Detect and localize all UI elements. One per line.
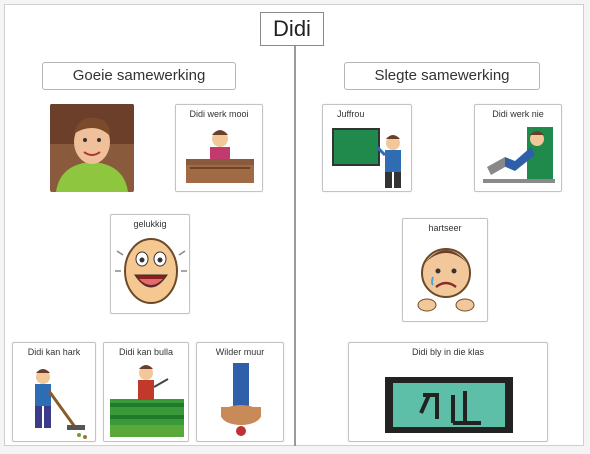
page-title: Didi [260,12,324,46]
center-divider [294,46,296,446]
card-label: Didi werk nie [492,109,544,119]
teacher-at-board-icon [323,105,413,193]
raking-icon [13,343,97,443]
heading-bad-cooperation: Slegte samewerking [344,62,540,90]
child-at-desk-icon [176,105,264,193]
card-hartseer[interactable] [402,218,488,322]
hand-stamp-icon [197,343,285,443]
card-didi-werk-nie[interactable] [474,104,562,192]
sad-face-icon [403,219,489,323]
card-didi-kan-hark[interactable] [12,342,96,442]
card-wilder-muur[interactable] [196,342,284,442]
classroom-icon [349,343,549,443]
card-didi-kan-bulla[interactable] [103,342,189,442]
child-lying-down-icon [475,105,563,193]
card-juffrou[interactable] [322,104,412,192]
card-label: gelukkig [133,219,167,229]
card-label: Didi kan bulla [118,347,174,357]
pruning-icon [104,343,190,443]
card-didi-bly-in-die-klas[interactable] [348,342,548,442]
boy-photo[interactable] [50,104,134,192]
card-gelukkig[interactable] [110,214,190,314]
card-label: Didi werk mooi [189,109,249,119]
card-label: Didi kan hark [27,347,81,357]
card-label: hartseer [428,223,462,233]
card-didi-werk-mooi[interactable] [175,104,263,192]
card-label: Juffrou [337,109,365,119]
card-label: Wilder muur [215,347,265,357]
happy-face-icon [111,215,191,315]
card-label: Didi bly in die klas [411,347,485,357]
heading-good-cooperation: Goeie samewerking [42,62,236,90]
